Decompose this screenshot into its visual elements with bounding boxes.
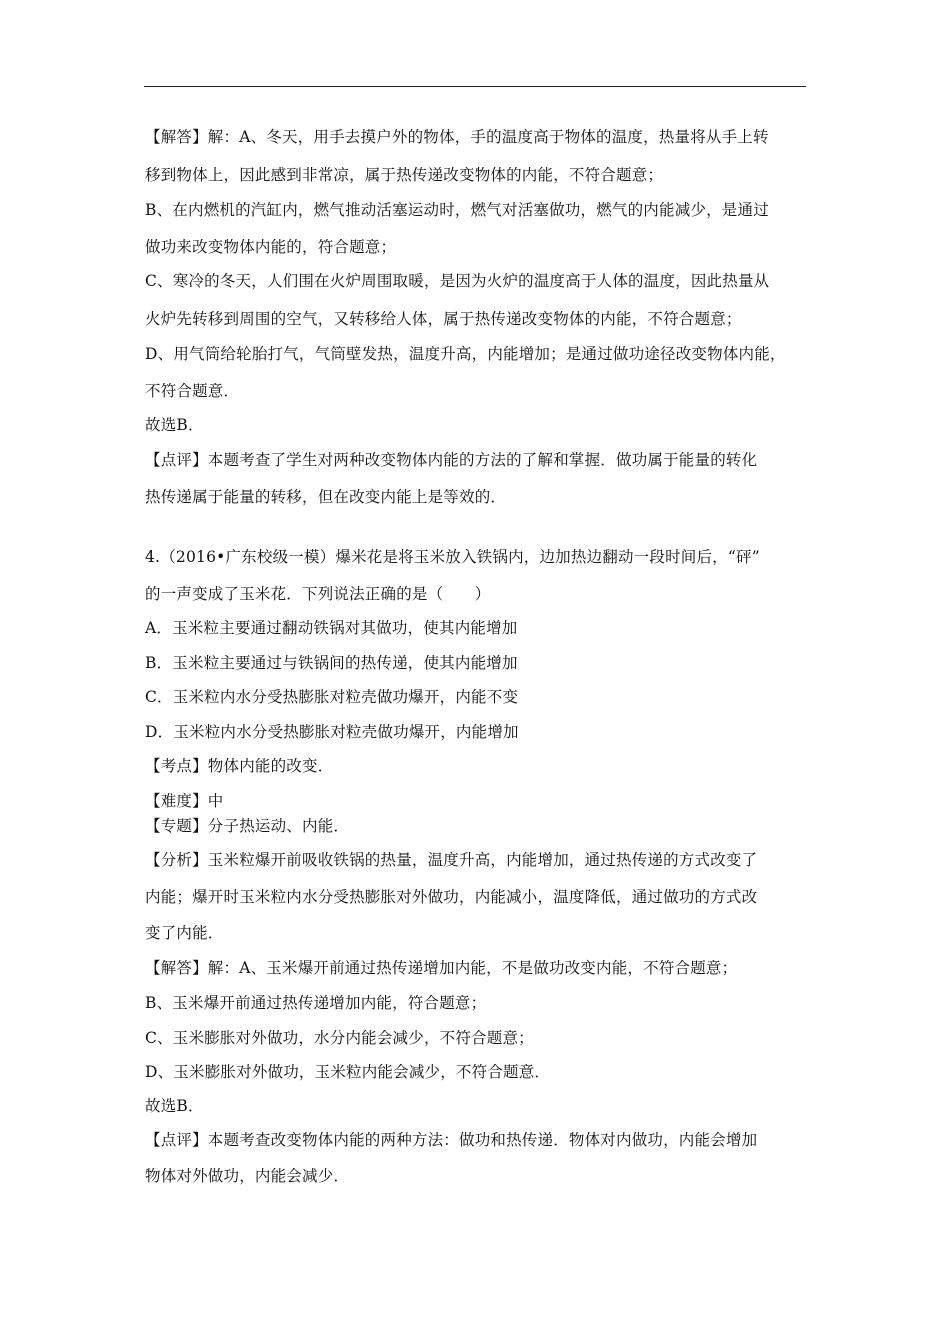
kaodian-line: 【考点】物体内能的改变． — [145, 757, 334, 775]
topic-line: 【专题】分子热运动、内能． — [145, 817, 350, 835]
choice-line: 故选B． — [145, 1097, 204, 1115]
choice-line: 故选B． — [145, 416, 204, 434]
solution-line: 不符合题意． — [145, 382, 240, 400]
solution-line: 【解答】解：A、玉米爆开前通过热传递增加内能，不是做功改变内能，不符合题意； — [145, 959, 738, 977]
solution-line: 【解答】解：A、冬天，用手去摸户外的物体，手的温度高于物体的温度，热量将从手上转 — [145, 128, 769, 146]
solution-line: D、用气筒给轮胎打气，气筒壁发热，温度升高，内能增加；是通过做功途径改变物体内能， — [145, 345, 786, 363]
solution-line: C、玉米膨胀对外做功，水分内能会减少，不符合题意； — [145, 1029, 534, 1047]
option-a: A．玉米粒主要通过翻动铁锅对其做功，使其内能增加 — [145, 619, 518, 637]
question-stem-line: 4.（2016•广东校级一模）爆米花是将玉米放入铁锅内，边加热边翻动一段时间后，“砰” — [145, 548, 760, 566]
analysis-line: 【分析】玉米粒爆开前吸收铁锅的热量，温度升高，内能增加，通过热传递的方式改变了 — [145, 851, 758, 869]
solution-line: 移到物体上，因此感到非常凉，属于热传递改变物体的内能，不符合题意； — [145, 166, 664, 184]
comment-line: 热传递属于能量的转移，但在改变内能上是等效的． — [145, 488, 507, 506]
solution-line: 做功来改变物体内能的，符合题意； — [145, 238, 397, 256]
difficulty-line: 【难度】中 — [145, 792, 224, 810]
solution-line: C、寒冷的冬天，人们围在火炉周围取暖，是因为火炉的温度高于人体的温度，因此热量从 — [145, 272, 770, 290]
question-stem-line: 的一声变成了玉米花．下列说法正确的是（ ） — [145, 585, 491, 603]
comment-line: 物体对外做功，内能会减少． — [145, 1167, 350, 1185]
header-rule — [144, 86, 806, 87]
option-b: B．玉米粒主要通过与铁锅间的热传递，使其内能增加 — [145, 654, 518, 672]
comment-line: 【点评】本题考查了学生对两种改变物体内能的方法的了解和掌握．做功属于能量的转化 — [145, 451, 758, 469]
solution-line: B、玉米爆开前通过热传递增加内能，符合题意； — [145, 994, 487, 1012]
solution-line: D、玉米膨胀对外做功，玉米粒内能会减少，不符合题意． — [145, 1063, 551, 1081]
comment-line: 【点评】本题考查改变物体内能的两种方法：做功和热传递．物体对内做功，内能会增加 — [145, 1131, 758, 1149]
solution-line: B、在内燃机的汽缸内，燃气推动活塞运动时，燃气对活塞做功，燃气的内能减少，是通过 — [145, 201, 769, 219]
option-c: C．玉米粒内水分受热膨胀对粒壳做功爆开，内能不变 — [145, 688, 519, 706]
option-d: D．玉米粒内水分受热膨胀对粒壳做功爆开，内能增加 — [145, 723, 519, 741]
analysis-line: 内能；爆开时玉米粒内水分受热膨胀对外做功，内能减小，温度降低，通过做功的方式改 — [145, 888, 758, 906]
solution-line: 火炉先转移到周围的空气，又转移给人体，属于热传递改变物体的内能，不符合题意； — [145, 310, 742, 328]
analysis-line: 变了内能． — [145, 924, 224, 942]
